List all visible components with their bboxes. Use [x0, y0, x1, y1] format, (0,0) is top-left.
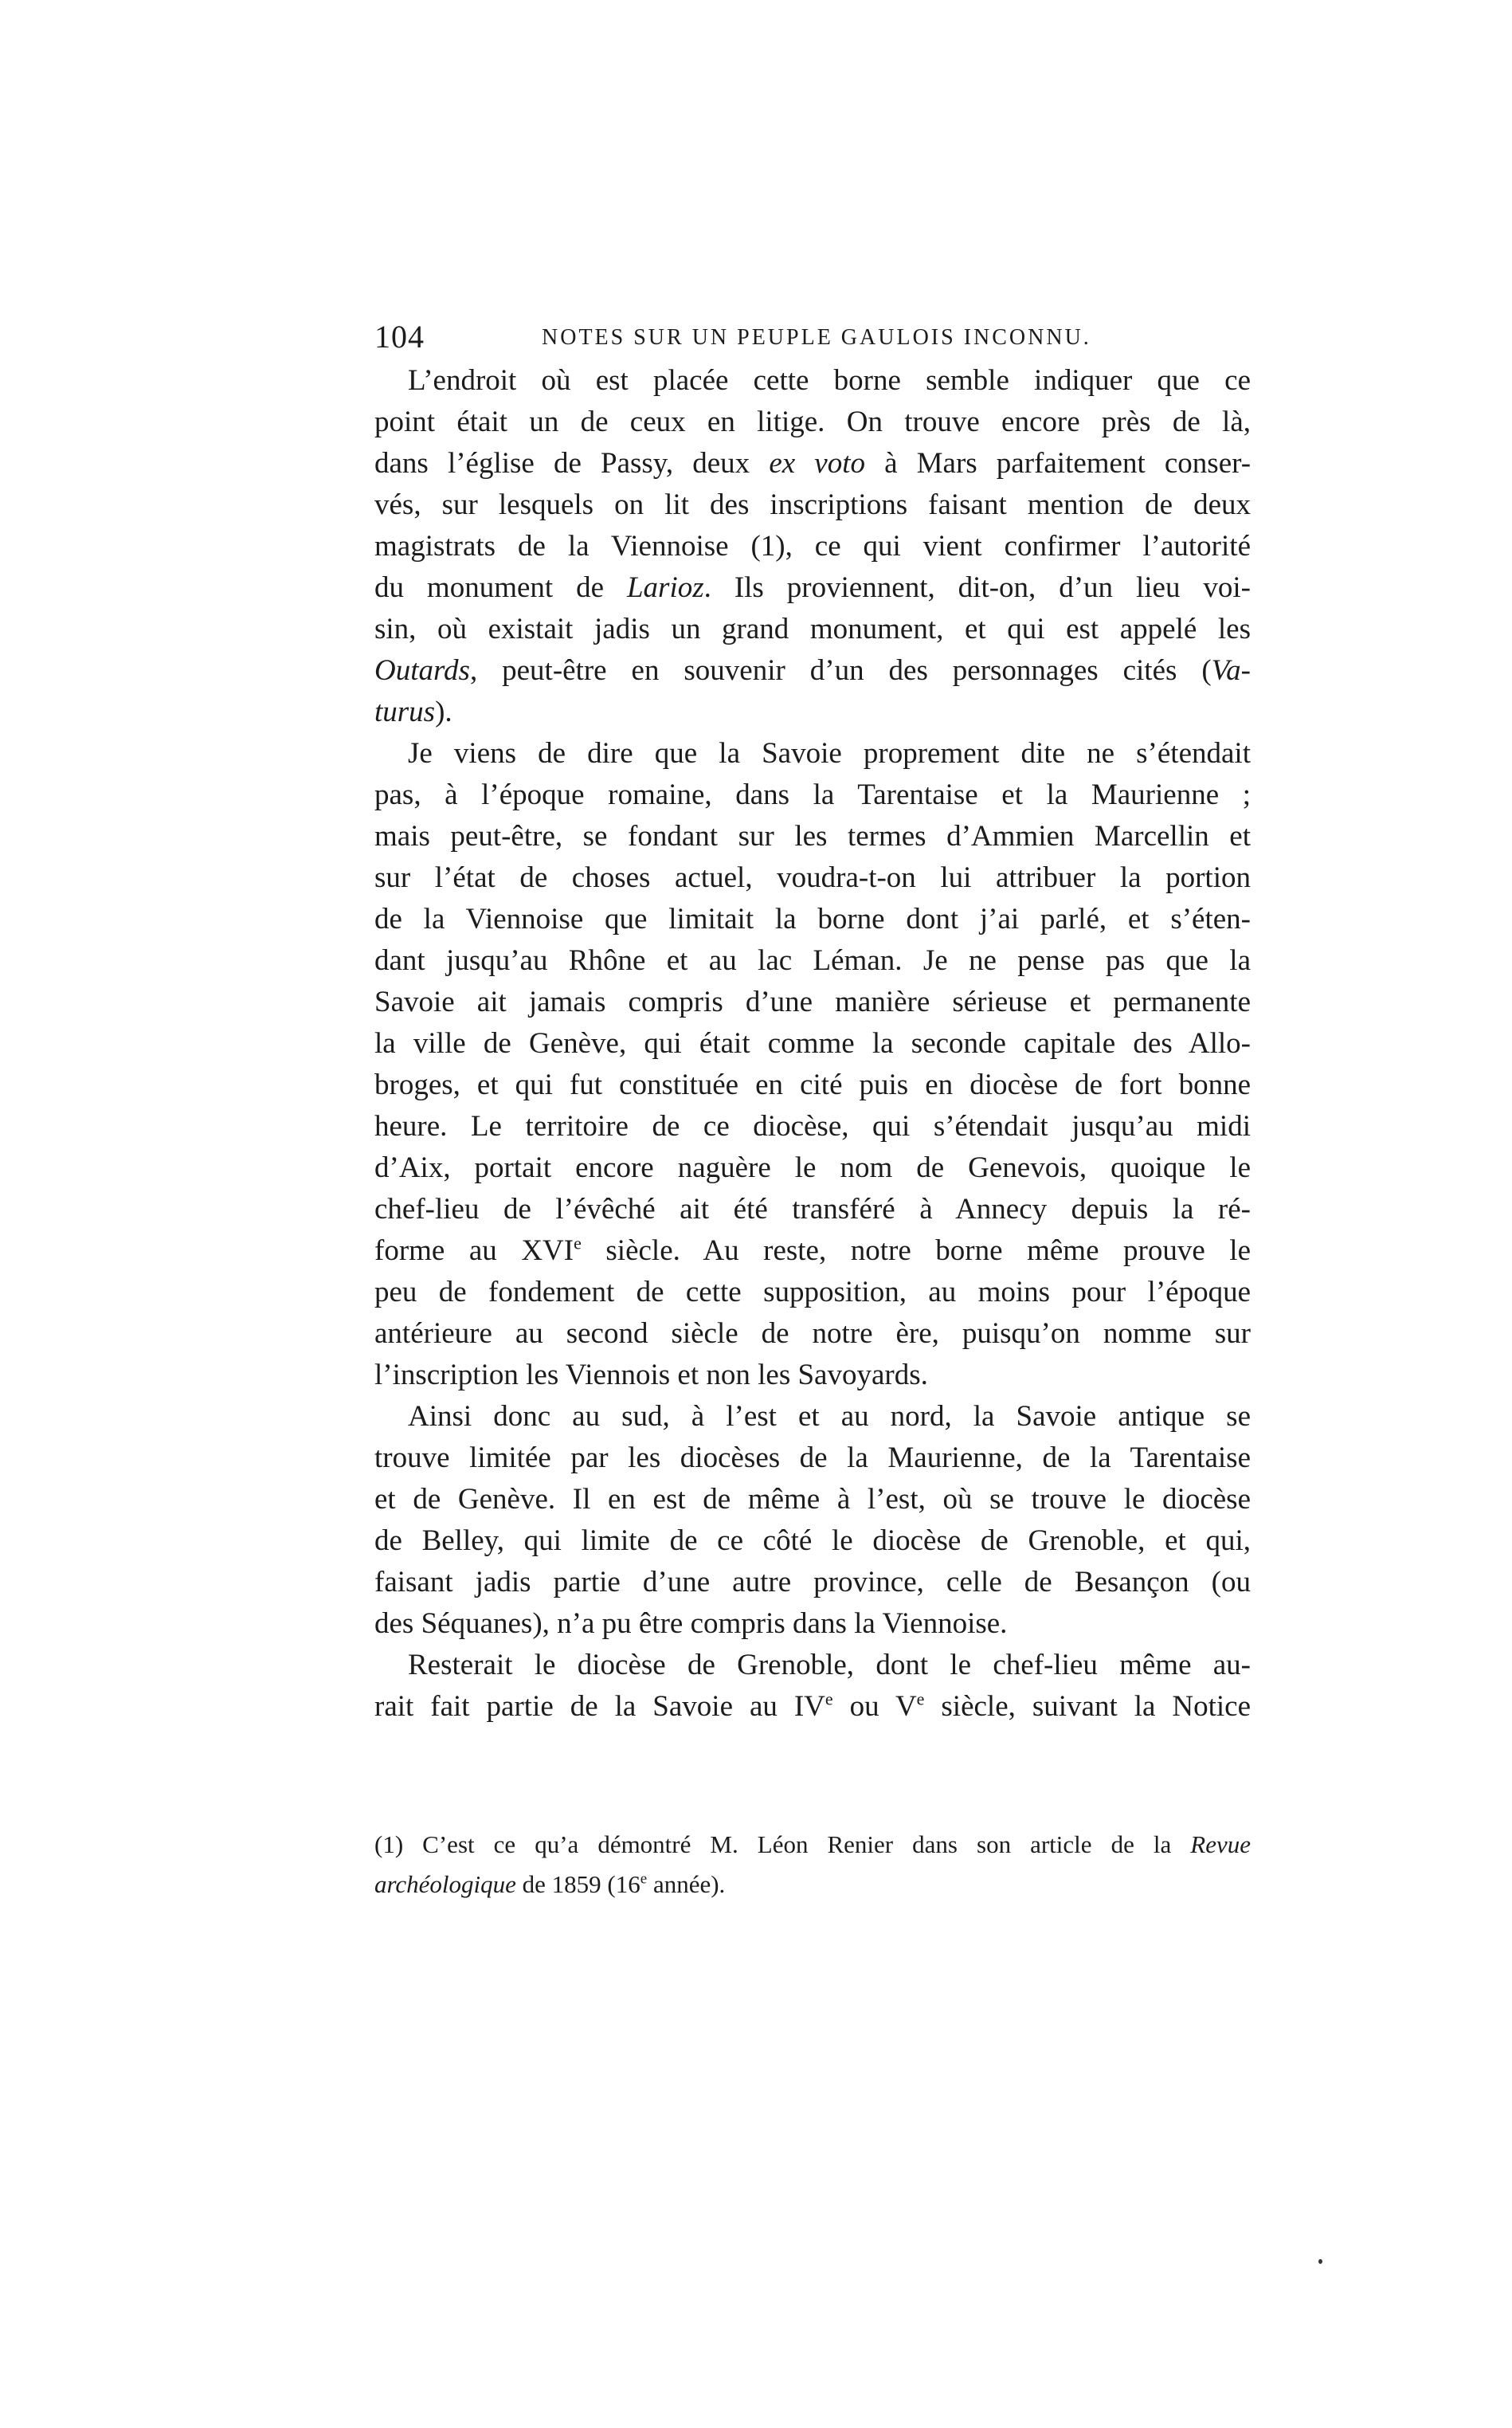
text-run: faisant jadis partie d’une autre province, celle de Besançon (ou [374, 1566, 1251, 1598]
text-run: l’inscription les Viennois et non les Savoyards. [374, 1359, 928, 1391]
paragraph-1-line-6 [374, 567, 1251, 609]
superscript: e [640, 1870, 648, 1888]
text-run: et de Genève. Il en est de même à l’est, où se trouve le diocèse [374, 1483, 1251, 1516]
paragraph-2-line-15 [374, 1313, 1251, 1355]
text-run: forme au XVI [374, 1234, 574, 1267]
running-title: NOTES SUR UN PEUPLE GAULOIS INCONNU. [542, 325, 1091, 350]
text-run: la ville de Genève, qui était comme la seconde capitale des Allo- [374, 1027, 1251, 1060]
footnote-1-line-1 [374, 1825, 1251, 1865]
italic-run: Revue [1190, 1830, 1251, 1858]
text-run: à Mars parfaitement conser- [864, 447, 1252, 480]
paragraph-3-line-4 [374, 1520, 1251, 1562]
page-number: 104 [374, 319, 425, 355]
text-run: de 1859 (16 [515, 1870, 640, 1898]
superscript: e [916, 1689, 925, 1709]
superscript: e [825, 1689, 833, 1709]
text-run: Resterait le diocèse de Grenoble, dont le chef-lieu même au- [408, 1649, 1251, 1681]
italic-run: Va- [1211, 654, 1251, 687]
paragraph-3-line-6 [374, 1603, 1251, 1645]
paragraph-3-line-3 [374, 1479, 1251, 1520]
italic-run: Outards [374, 654, 470, 687]
paragraph-2-line-10 [374, 1106, 1251, 1147]
text-run: , peut-être en souvenir d’un des personnages cités ( [469, 654, 1212, 687]
text-run: de la Viennoise que limitait la borne dont j’ai parlé, et s’éten- [374, 903, 1251, 936]
paragraph-2-line-16 [374, 1355, 1251, 1396]
paragraph-2-line-3 [374, 816, 1251, 857]
text-run: trouve limitée par les diocèses de la Maurienne, de la Tarentaise [374, 1442, 1251, 1474]
text-run: siècle, suivant la Notice [924, 1690, 1251, 1723]
paragraph-2-line-13 [374, 1230, 1251, 1272]
paragraph-1-line-3 [374, 443, 1251, 484]
text-run: ). [435, 696, 452, 728]
text-run: sin, où existait jadis un grand monument, et qui est appelé les [374, 613, 1251, 645]
text-run: magistrats de la Viennoise (1), ce qui vient confirmer l’autorité [374, 530, 1251, 563]
text-run: . Ils proviennent, dit-on, d’un lieu voi- [703, 571, 1251, 604]
paragraph-2-line-2 [374, 775, 1251, 816]
text-run: pas, à l’époque romaine, dans la Tarentaise et la Maurienne ; [374, 779, 1251, 811]
text-run: Je viens de dire que la Savoie proprement dite ne s’étendait [408, 737, 1251, 770]
paragraph-2-line-8 [374, 1023, 1251, 1065]
paragraph-4-line-1 [374, 1645, 1251, 1686]
paragraph-1-line-1 [374, 360, 1251, 402]
text-run: du monument de [374, 571, 627, 604]
paragraph-1-line-5 [374, 526, 1251, 567]
paragraph-2-line-4 [374, 857, 1251, 899]
text-run: rait fait partie de la Savoie au IV [374, 1690, 825, 1723]
text-run: antérieure au second siècle de notre ère, puisqu’on nomme sur [374, 1317, 1251, 1350]
text-run: heure. Le territoire de ce diocèse, qui s’étendait jusqu’au midi [374, 1110, 1251, 1143]
page-header [374, 317, 1275, 357]
paragraph-4-line-2 [374, 1686, 1251, 1728]
paragraph-1-line-4 [374, 484, 1251, 526]
paragraph-2-line-12 [374, 1189, 1251, 1230]
body-text [374, 360, 1251, 1728]
paragraph-3-line-5 [374, 1562, 1251, 1603]
text-run: (1) C’est ce qu’a démontré M. Léon Renier dans son article de la [374, 1830, 1191, 1858]
text-run: siècle. Au reste, notre borne même prouve le [581, 1234, 1252, 1267]
text-run: sur l’état de choses actuel, voudra-t-on lui attribuer la portion [374, 861, 1251, 894]
paragraph-2-line-9 [374, 1065, 1251, 1106]
text-run: L’endroit où est placée cette borne semble indiquer que ce [408, 364, 1251, 397]
text-run: des Séquanes), n’a pu être compris dans la Viennoise. [374, 1607, 1008, 1640]
text-run: année). [647, 1870, 726, 1898]
italic-run: turus [374, 696, 436, 728]
footnote-1-line-2 [374, 1865, 1251, 1904]
text-run: vés, sur lesquels on lit des inscriptions faisant mention de deux [374, 488, 1251, 521]
text-run: dans l’église de Passy, deux [374, 447, 770, 480]
paragraph-2-line-14 [374, 1272, 1251, 1313]
text-run: point était un de ceux en litige. On trouve encore près de là, [374, 406, 1251, 438]
footnotes [374, 1825, 1251, 1904]
paragraph-2-line-6 [374, 940, 1251, 982]
text-run: broges, et qui fut constituée en cité puis en diocèse de fort bonne [374, 1069, 1251, 1101]
paragraph-2-line-1 [374, 733, 1251, 775]
text-run: Savoie ait jamais compris d’une manière sérieuse et permanente [374, 986, 1251, 1018]
text-run: peu de fondement de cette supposition, au moins pour l’époque [374, 1276, 1251, 1308]
paragraph-1-line-9 [374, 692, 1251, 733]
italic-run: archéologique [374, 1870, 516, 1898]
text-run: chef-lieu de l’évêché ait été transféré à Annecy depuis la ré- [374, 1193, 1251, 1226]
paragraph-1-line-2 [374, 402, 1251, 443]
paragraph-3-line-2 [374, 1438, 1251, 1479]
italic-run: ex voto [769, 447, 865, 480]
text-run: ou V [832, 1690, 917, 1723]
paragraph-2-line-5 [374, 899, 1251, 940]
paragraph-2-line-11 [374, 1147, 1251, 1189]
paragraph-1-line-7 [374, 609, 1251, 650]
paragraph-2-line-7 [374, 982, 1251, 1023]
text-run: mais peut-être, se fondant sur les termes d’Ammien Marcellin et [374, 820, 1251, 853]
text-run: dant jusqu’au Rhône et au lac Léman. Je ne pense pas que la [374, 944, 1251, 977]
text-run: Ainsi donc au sud, à l’est et au nord, la Savoie antique se [408, 1400, 1251, 1433]
text-run: de Belley, qui limite de ce côté le diocèse de Grenoble, et qui, [374, 1524, 1251, 1557]
paragraph-1-line-8 [374, 650, 1251, 692]
superscript: e [574, 1233, 582, 1253]
ink-speck [1318, 2259, 1322, 2264]
italic-run: Larioz [626, 571, 704, 604]
paragraph-3-line-1 [374, 1396, 1251, 1438]
text-run: d’Aix, portait encore naguère le nom de Genevois, quoique le [374, 1151, 1251, 1184]
